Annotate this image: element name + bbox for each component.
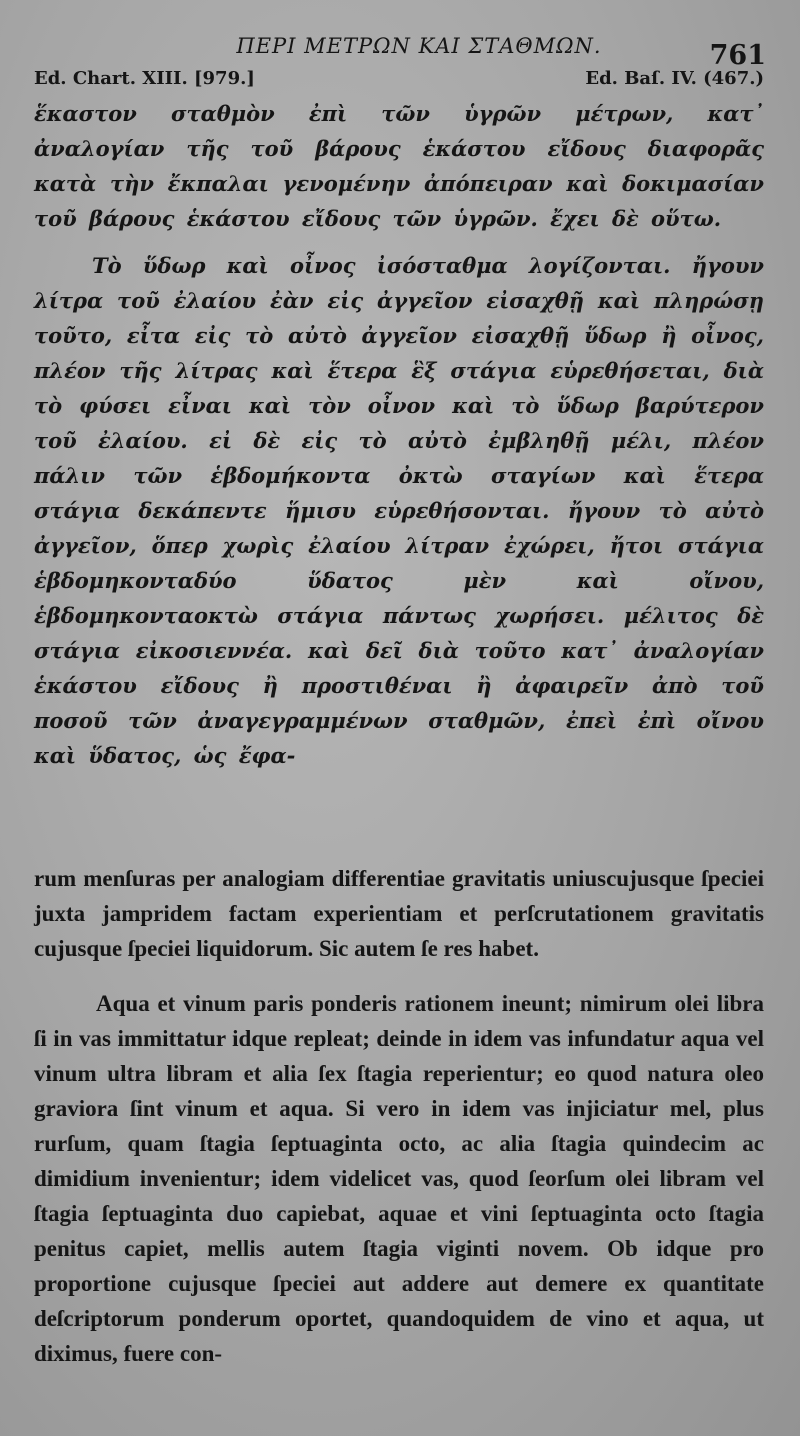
section-divider (34, 773, 764, 861)
page-number: 761 (709, 40, 766, 71)
running-title: ΠΕΡΙ ΜΕΤΡΩΝ ΚΑΙ ΣΤΑΘΜΩΝ. (236, 34, 602, 58)
edition-reference-line (34, 68, 764, 96)
edition-reference-left: Ed. Chart. XIII. [979.] (34, 68, 255, 89)
latin-paragraph: Aqua et vinum paris ponderis rationem ineunt; nimirum olei libra ſi in vas immittatur idque repleat; deinde in idem vas infundatur aqua vel vinum ultra libram et alia ſex ſtagia reperientur; eo quod natura oleo graviora ſint vinum et aqua. Si vero in idem vas injiciatur mel, plus rurſum, quam ſtagia ſeptuaginta octo, ac alia ſtagia quindecim ac dimidium invenientur; idem videlicet vas, quod ſeorſum olei libram vel ſtagia ſeptuaginta duo capiebat, aquae et vini ſeptuaginta octo ſtagia penitus capiet, mellis autem ſtagia viginti novem. Ob idque pro proportione cujusque ſpeciei aut addere aut demere ex quantitate deſcriptorum ponderum oportet, quandoquidem de vino et aqua, ut diximus, fuere con- (34, 991, 764, 1366)
page-header (34, 34, 766, 71)
greek-paragraph: ἕκαστον σταθμὸν ἐπὶ τῶν ὑγρῶν μέτρων, κατ᾿ ἀναλογίαν τῆς τοῦ βάρους ἑκάστου εἴδους διαφορᾶς κατὰ τὴν ἔκπαλαι γενομένην ἀπόπειραν καὶ δοκιμασίαν τοῦ βάρους ἑκάστου εἴδους τῶν ὑγρῶν. ἔχει δὲ οὕτω. (34, 101, 764, 231)
edition-reference-right: Ed. Baſ. IV. (467.) (585, 68, 764, 89)
greek-paragraph: Τὸ ὕδωρ καὶ οἶνος ἰσόσταθμα λογίζονται. ἤγουν λίτρα τοῦ ἐλαίου ἐὰν εἰς ἀγγεῖον εἰσαχθῇ καὶ πληρώσῃ τοῦτο, εἶτα εἰς τὸ αὐτὸ ἀγγεῖον εἰσαχθῇ ὕδωρ ἢ οἶνος, πλέον τῆς λίτρας καὶ ἕτερα ἓξ στάγια εὑρεθήσεται, διὰ τὸ φύσει εἶναι καὶ τὸν οἶνον καὶ τὸ ὕδωρ βαρύτερον τοῦ ἐλαίου. εἰ δὲ εἰς τὸ αὐτὸ ἐμβληθῇ μέλι, πλέον πάλιν τῶν ἑβδομήκοντα ὀκτὼ σταγίων καὶ ἕτερα στάγια δεκάπεντε ἥμισυ εὑρεθήσονται. ἤγουν τὸ αὐτὸ ἀγγεῖον, ὅπερ χωρὶς ἐλαίου λίτραν ἐχώρει, ἤτοι στάγια ἑβδομηκονταδύο ὕδατος μὲν καὶ οἴνου, ἑβδομηκονταοκτὼ στάγια πάντως χωρήσει. μέλιτος δὲ στάγια εἰκοσιεννέα. καὶ δεῖ διὰ τοῦτο κατ᾿ ἀναλογίαν ἑκάστου εἴδους ἢ προστιθέναι ἢ ἀφαιρεῖν ἀπὸ τοῦ ποσοῦ τῶν ἀναγεγραμμένων σταθμῶν, ἐπεὶ ἐπὶ οἴνου καὶ ὕδατος, ὡς ἔφα- (34, 253, 764, 768)
latin-paragraph: rum menſuras per analogiam differentiae gravitatis uniuscujusque ſpeciei juxta jampridem factam experientiam et perſcrutationem gravitatis cujusque ſpeciei liquidorum. Sic autem ſe res habet. (34, 866, 764, 961)
